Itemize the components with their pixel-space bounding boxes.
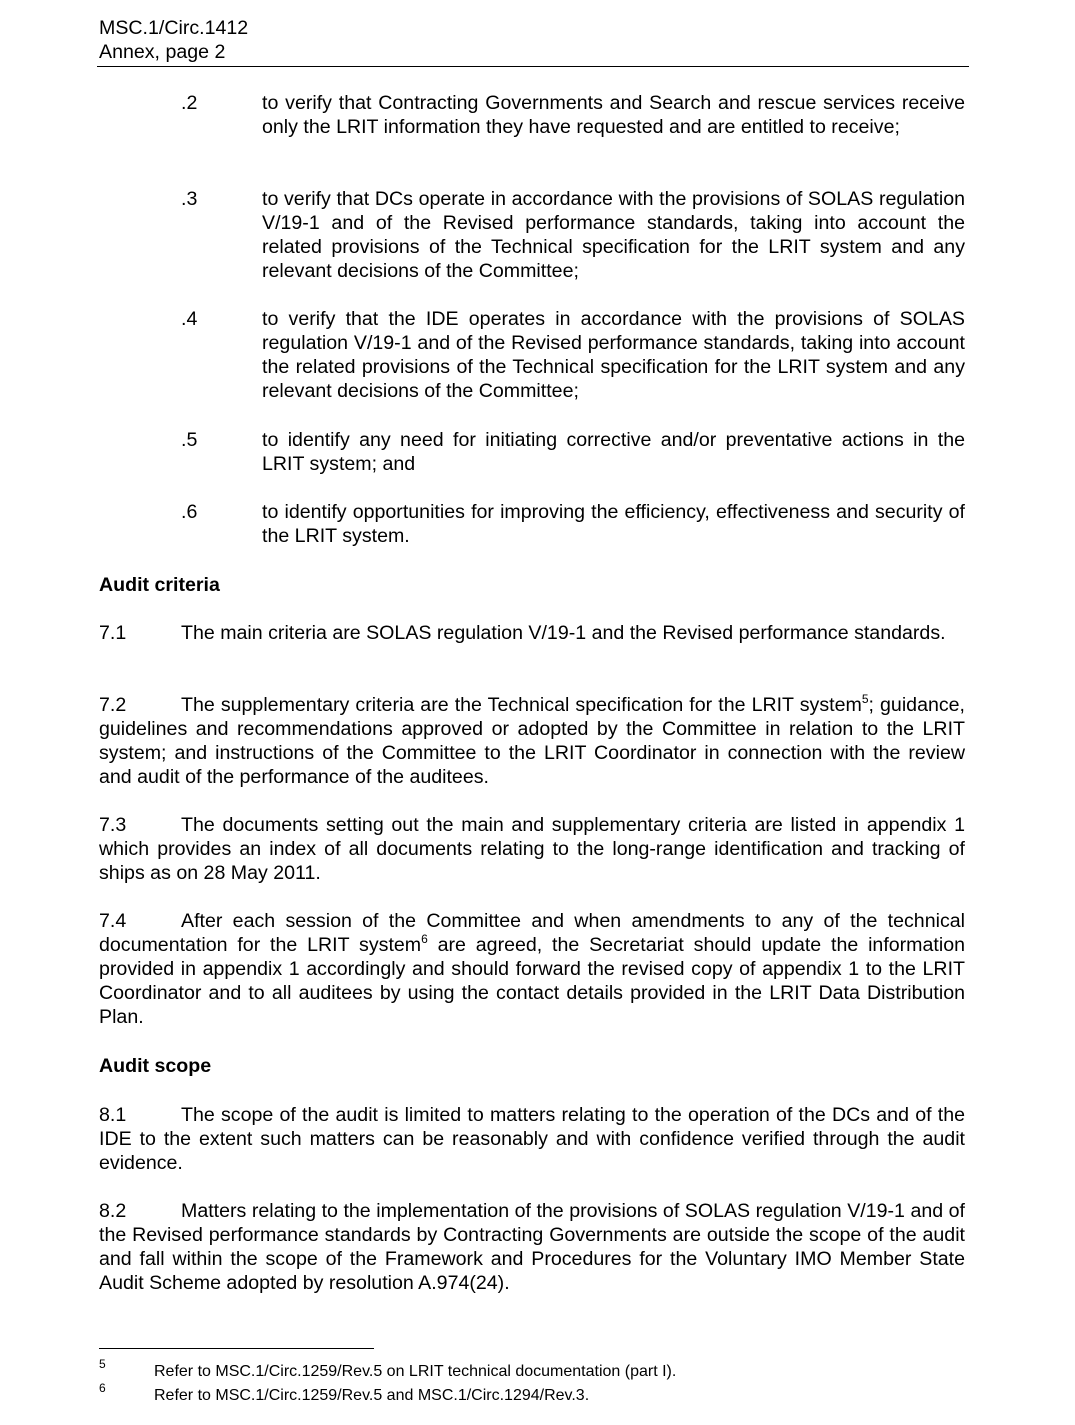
header-rule bbox=[97, 66, 969, 67]
paragraph-text: The scope of the audit is limited to matters relating to the operation of the DCs and of the IDE to the extent such matters can be reasonably and with confidence verified through the audit evidence. bbox=[99, 1104, 965, 1174]
paragraph-number: 8.2 bbox=[99, 1200, 127, 1222]
footnote-text: Refer to MSC.1/Circ.1259/Rev.5 and MSC.1/Circ.1294/Rev.3. bbox=[154, 1387, 590, 1404]
list-item-text: to verify that Contracting Governments and Search and rescue services receive only the LRIT information they have requested and are entitled to receive; bbox=[262, 92, 965, 138]
paragraph-7-3 bbox=[99, 813, 965, 885]
paragraph-7-1 bbox=[99, 621, 965, 645]
footnote-reference[interactable]: 6 bbox=[421, 932, 428, 946]
list-item-number: .4 bbox=[181, 308, 198, 330]
page-label: Annex, page 2 bbox=[99, 41, 226, 63]
paragraph-number: 7.1 bbox=[99, 622, 127, 644]
list-item-text: to identify opportunities for improving the efficiency, effectiveness and security of the LRIT system. bbox=[262, 501, 965, 547]
list-item bbox=[181, 307, 965, 403]
paragraph-number: 7.3 bbox=[99, 814, 127, 836]
document-reference: MSC.1/Circ.1412 bbox=[99, 17, 249, 39]
paragraph-7-4 bbox=[99, 909, 965, 1029]
footnote-reference[interactable]: 5 bbox=[861, 692, 869, 706]
list-item bbox=[181, 187, 965, 283]
footnote-number: 5 bbox=[99, 1357, 106, 1371]
paragraph-7-2 bbox=[99, 693, 965, 789]
paragraph-text: Matters relating to the implementation of the provisions of SOLAS regulation V/19-1 and of the Revised performance standards by Contracting Governments are outside the scope of the audit and fall within the scope of the Framework and Procedures for the Voluntary IMO Member State Audit Scheme adopted by resolution A.974(24). bbox=[99, 1200, 965, 1294]
list-item bbox=[181, 428, 965, 476]
list-item bbox=[181, 500, 965, 548]
list-item-number: .5 bbox=[181, 429, 198, 451]
paragraph-number: 7.4 bbox=[99, 910, 127, 932]
page-header bbox=[99, 16, 969, 64]
paragraph-text: The documents setting out the main and supplementary criteria are listed in appendix 1 which provides an index of all documents relating to the long-range identification and tracking of ships as on 28 May 2011. bbox=[99, 814, 965, 884]
paragraph-8-2 bbox=[99, 1199, 965, 1295]
footnote bbox=[99, 1357, 965, 1382]
list-item bbox=[181, 91, 965, 139]
paragraph-text-continued: ; guidance, guidelines and recommendations approved or adopted by the Committee in relation to the LRIT system; and instructions of the Committee to the LRIT Coordinator in connection with the review and audit of the performance of the auditees. bbox=[99, 694, 965, 788]
paragraph-number: 7.2 bbox=[99, 694, 127, 716]
footnote-number: 6 bbox=[99, 1381, 106, 1395]
paragraph-8-1 bbox=[99, 1103, 965, 1175]
footnote-text: Refer to MSC.1/Circ.1259/Rev.5 on LRIT technical documentation (part I). bbox=[154, 1363, 677, 1380]
paragraph-text: The supplementary criteria are the Technical specification for the LRIT system bbox=[181, 694, 862, 716]
section-heading-audit-criteria: Audit criteria bbox=[99, 574, 220, 596]
paragraph-text: After each session of the Committee and when amendments to any of the technical documentation for the LRIT system bbox=[99, 910, 965, 956]
list-item-number: .2 bbox=[181, 92, 198, 114]
list-item-text: to identify any need for initiating corrective and/or preventative actions in the LRIT system; and bbox=[262, 429, 965, 475]
paragraph-number: 8.1 bbox=[99, 1104, 127, 1126]
list-item-number: .6 bbox=[181, 501, 198, 523]
list-item-text: to verify that the IDE operates in accordance with the provisions of SOLAS regulation V/19-1 and of the Revised performance standards, taking into account the related provisions of the Technical specification for the LRIT system and any relevant decisions of the Committee; bbox=[262, 308, 965, 402]
footnote-separator bbox=[99, 1348, 374, 1349]
list-item-text: to verify that DCs operate in accordance with the provisions of SOLAS regulation V/19-1 and of the Revised performance standards, taking into account the related provisions of the Technical specification for the LRIT system and any relevant decisions of the Committee; bbox=[262, 188, 965, 282]
list-item-number: .3 bbox=[181, 188, 198, 210]
section-heading-audit-scope: Audit scope bbox=[99, 1055, 212, 1077]
paragraph-text-continued: are agreed, the Secretariat should update the information provided in appendix 1 accordingly and should forward the revised copy of appendix 1 to the LRIT Coordinator and to all auditees by using the contact details provided in the LRIT Data Distribution Plan. bbox=[99, 934, 965, 1028]
footnote bbox=[99, 1381, 965, 1406]
paragraph-text: The main criteria are SOLAS regulation V/19-1 and the Revised performance standards. bbox=[181, 622, 946, 644]
